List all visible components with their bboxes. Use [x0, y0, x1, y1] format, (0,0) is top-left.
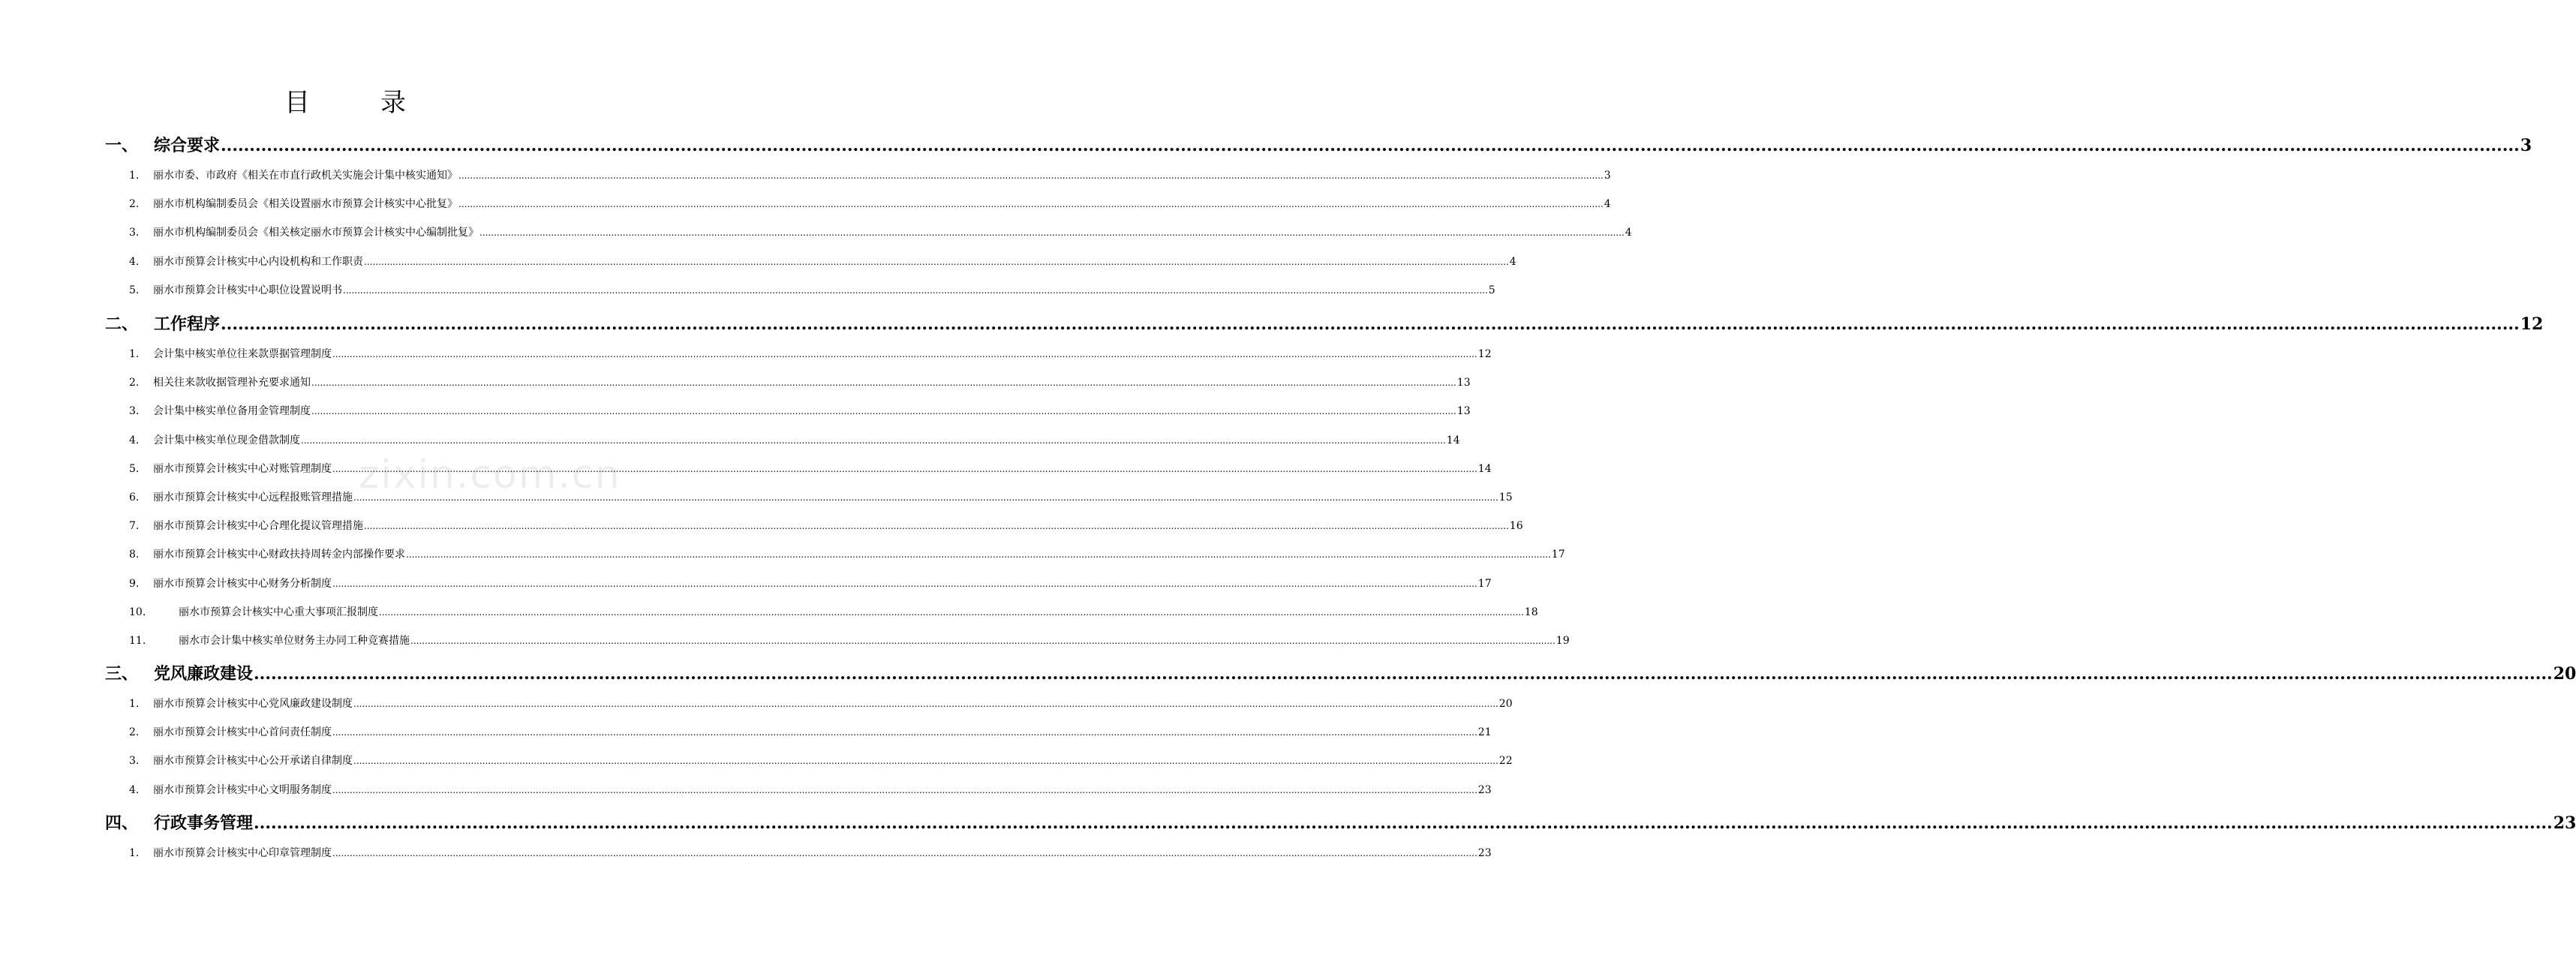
- toc-entry-number: 11.: [129, 635, 146, 647]
- toc-heading: 目 录: [284, 88, 428, 118]
- toc-entry-page-number: 20: [1498, 698, 1513, 710]
- toc-section-row[interactable]: [0, 311, 2544, 337]
- toc-entry-page-number: 12: [1477, 348, 1492, 360]
- toc-item-row[interactable]: [0, 752, 1513, 770]
- toc-entry-body: [153, 781, 1492, 799]
- toc-entry-page-number: 23: [1477, 847, 1492, 859]
- toc-dot-leader: ................................................................................................................................................................................................................................................................................................................................................................................................................: [410, 636, 1556, 646]
- toc-entry-page-number: 21: [1477, 726, 1492, 739]
- toc-dot-leader: ................................................................................................................................................................................................................................................................................................................................................................................................................: [479, 227, 1625, 239]
- toc-entry-body: [153, 431, 1460, 449]
- toc-entry-title: 丽水市预算会计核实中心财务分析制度: [153, 577, 332, 590]
- toc-entry-number: 5.: [129, 284, 140, 296]
- toc-item-row[interactable]: [0, 431, 1460, 449]
- toc-entry-page-number: 23: [1477, 783, 1492, 796]
- toc-dot-leader: ................................................................................................................................................................................................................................................................................................................................................................................................................: [332, 578, 1477, 589]
- toc-dot-leader: ................................................................................................................................................................................................................................................................................................................................................................................................................: [364, 521, 1509, 532]
- toc-item-row[interactable]: [0, 575, 1492, 593]
- toc-entry-page-number: 13: [1456, 405, 1471, 418]
- toc-entry-page-number: 3: [1604, 170, 1611, 182]
- toc-entry-number: 4.: [129, 434, 140, 446]
- toc-dot-leader: ................................................................................................................................................................................................................................................................................................................................................................................................................: [353, 492, 1498, 503]
- toc-entry-title: 相关往来款收据管理补充要求通知: [153, 377, 311, 389]
- toc-entry-body: [154, 311, 2544, 337]
- toc-entry-number: 三、: [105, 664, 139, 684]
- toc-entry-page-number: 20: [2553, 664, 2576, 684]
- toc-entry-title: 工作程序: [154, 314, 221, 334]
- toc-entry-title: 丽水市机构编制委员会《相关核定丽水市预算会计核实中心编制批复》: [153, 227, 479, 239]
- toc-dot-leader: ................................................................................................................................................................................................................................................................................................................................................................................................................: [254, 813, 2553, 833]
- toc-entry-body: [154, 810, 2576, 836]
- toc-entry-page-number: 22: [1498, 755, 1513, 768]
- toc-entry-body: [153, 253, 1516, 271]
- toc-entry-body: [153, 195, 1611, 213]
- toc-entry-page-number: 12: [2520, 314, 2544, 334]
- toc-entry-number: 3.: [129, 755, 140, 768]
- toc-item-row[interactable]: [0, 546, 1565, 564]
- toc-section-row[interactable]: [0, 810, 2576, 836]
- toc-item-row[interactable]: [0, 488, 1513, 507]
- toc-dot-leader: ................................................................................................................................................................................................................................................................................................................................................................................................................: [353, 699, 1498, 709]
- toc-entry-page-number: 23: [2553, 813, 2576, 833]
- toc-entry-page-number: 13: [1456, 377, 1471, 389]
- toc-entry-title: 丽水市预算会计核实中心文明服务制度: [153, 783, 332, 796]
- toc-entry-page-number: 15: [1498, 492, 1513, 504]
- toc-entry-title: 丽水市预算会计核实中心首问责任制度: [153, 726, 332, 739]
- toc-entry-number: 9.: [129, 577, 140, 590]
- toc-entry-body: [153, 345, 1492, 363]
- toc-item-row[interactable]: [0, 195, 1611, 213]
- toc-entry-body: [153, 224, 1632, 242]
- toc-dot-leader: ................................................................................................................................................................................................................................................................................................................................................................................................................: [332, 463, 1477, 474]
- toc-entry-title: 丽水市会计集中核实单位财务主办同工种竞赛措施: [179, 635, 410, 647]
- toc-dot-leader: ................................................................................................................................................................................................................................................................................................................................................................................................................: [458, 199, 1604, 210]
- toc-entry-number: 1.: [129, 698, 140, 710]
- toc-item-row[interactable]: [0, 224, 1632, 242]
- toc-dot-leader: ................................................................................................................................................................................................................................................................................................................................................................................................................: [332, 784, 1477, 795]
- toc-entry-number: 3.: [129, 405, 140, 418]
- toc-entry-title: 丽水市预算会计核实中心内设机构和工作职责: [153, 255, 363, 268]
- toc-entry-body: [153, 281, 1495, 299]
- watermark: zixin.com.cn: [359, 452, 621, 498]
- toc-entry-page-number: 14: [1446, 434, 1460, 446]
- toc-entry-page-number: 3: [2520, 136, 2532, 155]
- toc-item-row[interactable]: [0, 723, 1492, 741]
- toc-entry-page-number: 17: [1551, 549, 1565, 561]
- toc-entry-body: [179, 603, 1538, 621]
- toc-item-row[interactable]: [0, 632, 1570, 650]
- toc-item-row[interactable]: [0, 695, 1513, 713]
- toc-dot-leader: ................................................................................................................................................................................................................................................................................................................................................................................................................: [254, 664, 2553, 684]
- toc-dot-leader: ................................................................................................................................................................................................................................................................................................................................................................................................................: [221, 136, 2520, 155]
- toc-entry-page-number: 17: [1477, 577, 1492, 590]
- toc-entry-body: [153, 575, 1492, 593]
- toc-entry-number: 10.: [129, 606, 146, 618]
- toc-entry-title: 丽水市预算会计核实中心公开承诺自律制度: [153, 755, 353, 768]
- toc-entry-body: [153, 517, 1523, 535]
- toc-item-row[interactable]: [0, 253, 1516, 271]
- toc-entry-body: [179, 632, 1570, 650]
- toc-entry-page-number: 19: [1556, 635, 1570, 647]
- toc-entry-body: [153, 695, 1513, 713]
- toc-dot-leader: ................................................................................................................................................................................................................................................................................................................................................................................................................: [353, 756, 1498, 767]
- toc-item-row[interactable]: [0, 603, 1538, 621]
- toc-item-row[interactable]: [0, 844, 1492, 862]
- toc-item-row[interactable]: [0, 402, 1471, 420]
- toc-entry-body: [153, 546, 1565, 564]
- toc-entry-body: [153, 460, 1492, 478]
- toc-dot-leader: ................................................................................................................................................................................................................................................................................................................................................................................................................: [332, 349, 1477, 359]
- toc-entry-title: 丽水市预算会计核实中心远程报账管理措施: [153, 492, 353, 504]
- toc-dot-leader: ................................................................................................................................................................................................................................................................................................................................................................................................................: [406, 549, 1551, 561]
- toc-dot-leader: ................................................................................................................................................................................................................................................................................................................................................................................................................: [364, 256, 1509, 267]
- toc-entry-number: 1.: [129, 348, 140, 360]
- toc-entry-page-number: 16: [1509, 520, 1523, 533]
- toc-entry-page-number: 4: [1625, 227, 1632, 239]
- toc-entry-body: [153, 844, 1492, 862]
- toc-entry-title: 丽水市预算会计核实中心党风廉政建设制度: [153, 698, 353, 710]
- toc-entry-number: 二、: [105, 314, 139, 334]
- toc-item-row[interactable]: [0, 517, 1523, 535]
- toc-entry-title: 丽水市委、市政府《相关在市直行政机关实施会计集中核实通知》: [153, 170, 458, 182]
- toc-dot-leader: ................................................................................................................................................................................................................................................................................................................................................................................................................: [343, 284, 1488, 296]
- toc-entry-title: 丽水市预算会计核实中心印章管理制度: [153, 847, 332, 859]
- toc-item-row[interactable]: [0, 281, 1495, 299]
- toc-entry-page-number: 14: [1477, 462, 1492, 475]
- toc-item-row[interactable]: [0, 167, 1611, 185]
- toc-entry-title: 会计集中核实单位备用金管理制度: [153, 405, 311, 418]
- toc-entry-number: 4.: [129, 255, 140, 268]
- toc-entry-page-number: 18: [1524, 606, 1538, 618]
- toc-entry-number: 6.: [129, 492, 140, 504]
- toc-dot-leader: ................................................................................................................................................................................................................................................................................................................................................................................................................: [379, 606, 1524, 618]
- toc-entry-body: [154, 133, 2532, 158]
- toc-entry-number: 四、: [105, 813, 139, 833]
- toc-entry-number: 2.: [129, 726, 140, 739]
- toc-item-row[interactable]: [0, 374, 1471, 392]
- toc-entry-title: 会计集中核实单位现金借款制度: [153, 434, 300, 446]
- toc-entry-page-number: 4: [1509, 255, 1516, 268]
- toc-item-row[interactable]: [0, 460, 1492, 478]
- toc-entry-title: 丽水市预算会计核实中心财政扶持周转金内部操作要求: [153, 549, 405, 561]
- toc-entry-title: 丽水市预算会计核实中心职位设置说明书: [153, 284, 342, 296]
- toc-entry-title: 党风廉政建设: [154, 664, 254, 684]
- toc-entry-title: 丽水市预算会计核实中心重大事项汇报制度: [179, 606, 378, 618]
- toc-entry-body: [153, 752, 1513, 770]
- toc-entry-title: 丽水市预算会计核实中心对账管理制度: [153, 462, 332, 475]
- toc-section-row[interactable]: [0, 661, 2576, 687]
- toc-dot-leader: ................................................................................................................................................................................................................................................................................................................................................................................................................: [311, 377, 1456, 389]
- toc-entry-title: 行政事务管理: [154, 813, 254, 833]
- toc-entry-number: 1.: [129, 847, 140, 859]
- toc-entry-page-number: 5: [1488, 284, 1495, 296]
- toc-entry-number: 7.: [129, 520, 140, 533]
- toc-entry-number: 2.: [129, 198, 140, 211]
- toc-entry-number: 4.: [129, 783, 140, 796]
- toc-entry-title: 丽水市机构编制委员会《相关设置丽水市预算会计核实中心批复》: [153, 198, 458, 211]
- toc-entry-number: 8.: [129, 549, 140, 561]
- toc-entry-title: 会计集中核实单位往来款票据管理制度: [153, 348, 332, 360]
- toc-entry-body: [153, 374, 1471, 392]
- toc-entry-page-number: 4: [1604, 198, 1611, 211]
- toc-entry-number: 1.: [129, 170, 140, 182]
- toc-entry-number: 一、: [105, 136, 139, 155]
- toc-entry-title: 丽水市预算会计核实中心合理化提议管理措施: [153, 520, 363, 533]
- toc-dot-leader: ................................................................................................................................................................................................................................................................................................................................................................................................................: [332, 848, 1477, 858]
- toc-entry-body: [153, 402, 1471, 420]
- toc-dot-leader: ................................................................................................................................................................................................................................................................................................................................................................................................................: [332, 727, 1477, 738]
- toc-entry-body: [154, 661, 2576, 687]
- toc-dot-leader: ................................................................................................................................................................................................................................................................................................................................................................................................................: [301, 434, 1446, 446]
- toc-entry-number: 3.: [129, 227, 140, 239]
- toc-entry-body: [153, 723, 1492, 741]
- toc-section-row[interactable]: [0, 133, 2532, 158]
- toc-entry-body: [153, 167, 1611, 185]
- toc-item-row[interactable]: [0, 345, 1492, 363]
- toc-dot-leader: ................................................................................................................................................................................................................................................................................................................................................................................................................: [311, 406, 1456, 417]
- toc-entry-body: [153, 488, 1513, 507]
- toc-item-row[interactable]: [0, 781, 1492, 799]
- toc-entry-title: 综合要求: [154, 136, 221, 155]
- toc-entry-number: 5.: [129, 462, 140, 475]
- toc-entry-number: 2.: [129, 377, 140, 389]
- toc-dot-leader: ................................................................................................................................................................................................................................................................................................................................................................................................................: [458, 170, 1604, 181]
- toc-dot-leader: ................................................................................................................................................................................................................................................................................................................................................................................................................: [221, 314, 2520, 334]
